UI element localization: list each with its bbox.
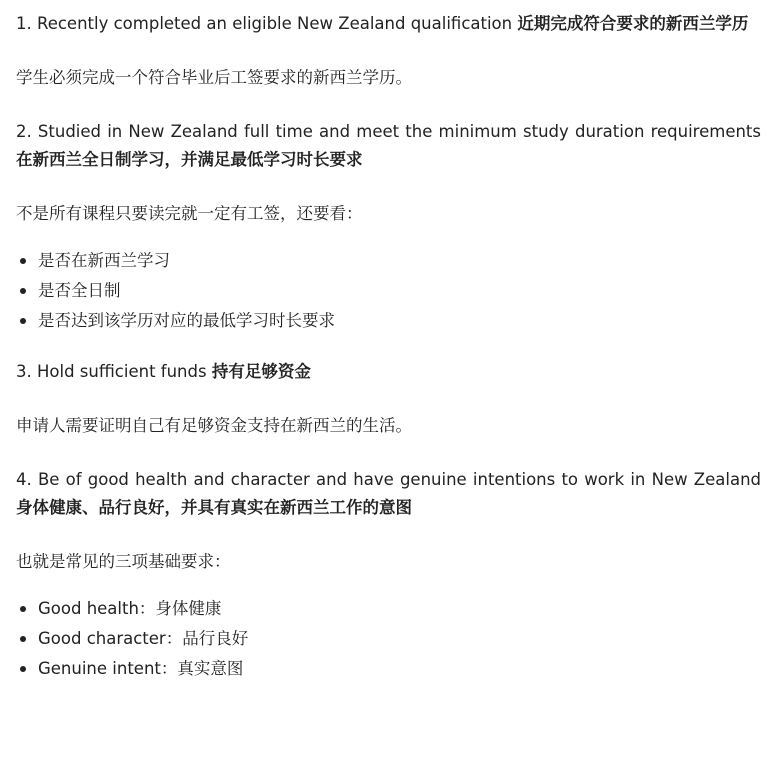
list-item (38, 306, 761, 336)
section-1-heading (16, 10, 761, 38)
section-2-number-text: 2. Studied in New Zealand full time and meet the minimum study duration requirements (16, 122, 761, 141)
section-1-number-text: 1. Recently completed an eligible New Zealand qualification (16, 14, 513, 33)
section-4-paragraph: 也就是常见的三项基础要求： (16, 552, 231, 571)
bullet-dot (20, 606, 26, 612)
bullet-dot (20, 318, 26, 324)
list-item (38, 246, 761, 276)
bullet-dot (20, 636, 26, 642)
list-item (38, 624, 761, 654)
section-4-heading (16, 466, 761, 522)
section-3-paragraph: 申请人需要证明自己有足够资金支持在新西兰的生活。 (16, 416, 412, 435)
section-1-cn-title: 近期完成符合要求的新西兰学历 (517, 14, 749, 33)
bullet-dot (20, 258, 26, 264)
list-item-text: 是否达到该学历对应的最低学习时长要求 (38, 311, 335, 330)
list-item-text: 是否全日制 (38, 281, 121, 300)
section-3-cn-title: 持有足够资金 (211, 362, 311, 381)
section-3-number-text: 3. Hold sufficient funds (16, 362, 207, 381)
list-item-text: Good character：品行良好 (38, 629, 249, 648)
section-2-heading (16, 118, 761, 174)
list-item (38, 594, 761, 624)
section-2-paragraph: 不是所有课程只要读完就一定有工签，还要看： (16, 204, 363, 223)
list-item-text: Genuine intent：真实意图 (38, 659, 244, 678)
list-item-text: Good health：身体健康 (38, 599, 222, 618)
section-4-bullet-list (16, 594, 761, 684)
section-4-cn-title: 身体健康、品行良好，并具有真实在新西兰工作的意图 (16, 498, 412, 517)
section-2-bullet-list (16, 246, 761, 336)
section-3-heading (16, 358, 761, 386)
bullet-dot (20, 288, 26, 294)
list-item (38, 276, 761, 306)
section-2-cn-title: 在新西兰全日制学习，并满足最低学习时长要求 (16, 150, 363, 169)
section-1-paragraph: 学生必须完成一个符合毕业后工签要求的新西兰学历。 (16, 68, 412, 87)
bullet-dot (20, 666, 26, 672)
section-4-number-text: 4. Be of good health and character and have genuine intentions to work in New Zealand (16, 470, 761, 489)
list-item-text: 是否在新西兰学习 (38, 251, 170, 270)
list-item (38, 654, 761, 684)
